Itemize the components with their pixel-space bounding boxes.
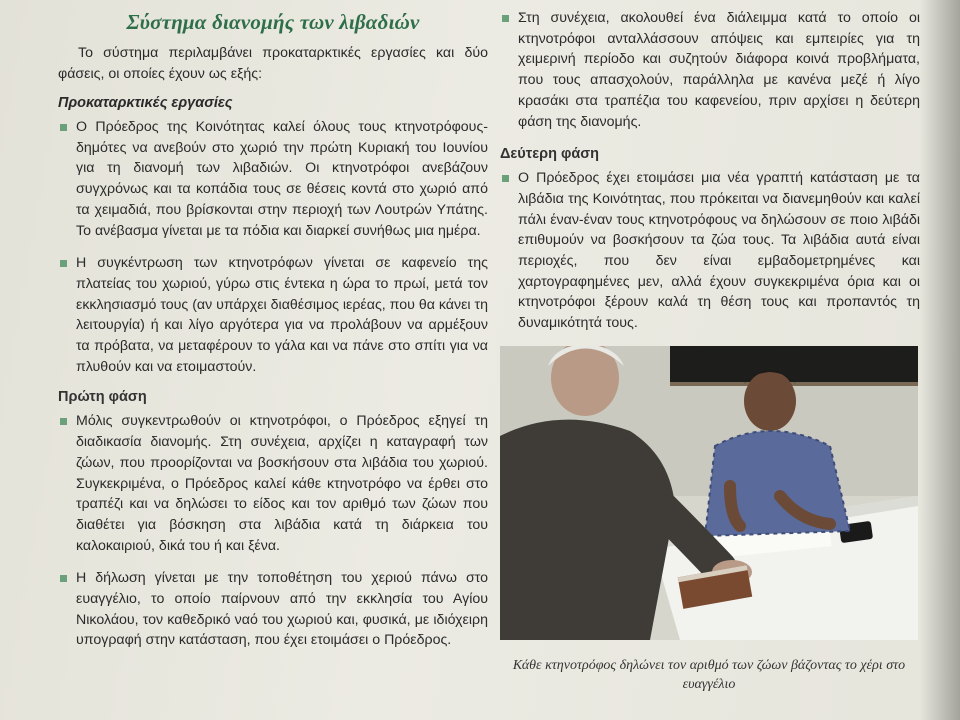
paragraph-phase2: [500, 168, 920, 334]
heading-phase-2: Δεύτερη φάση: [500, 146, 600, 163]
paragraph-continuation: [500, 8, 920, 132]
photo-declaration: [500, 346, 918, 640]
paragraph-text: Ο Πρόεδρος έχει ετοιμάσει μια νέα γραπτή κατάσταση με τα λιβάδια της Κοινότητας, που πρόκειται να διανεμηθούν και καλεί πάλι έναν-έναν τους κτηνοτρόφους να δηλώσουν σε ποιο λιβάδι επιθυμούν να βοσκήσουν τα ζώα τους. Τα λιβάδια αυτά είναι περιοχές, που δεν είναι εμβαδομετρημένες και χαρτογραφημένες μεν, αλλά έχουν συγκεκριμένα όρια και οι κτηνοτρόφοι ξέρουν καλά τη θέση τους και προπαντός τη δυναμικότητά τους.: [518, 170, 920, 332]
photo-illustration: [500, 346, 918, 640]
bullet-square-icon: [60, 260, 67, 267]
paragraph-preliminary-1: [58, 117, 488, 241]
paragraph-text: Η δήλωση γίνεται με την τοποθέτηση του χεριού πάνω στο ευαγγέλιο, το οποίο παίρνουν από την εκκλησία του Αγίου Νικολάου, τον καθεδρικό ναό του χωριού και, φυσικά, με ιδιόχειρη υπογραφή στην κατάσταση, που έχει ετοιμάσει ο Πρόεδρος.: [76, 570, 488, 649]
bullet-square-icon: [60, 418, 67, 425]
section-title: Σύστημα διανομής των λιβαδιών: [126, 10, 420, 34]
paragraph-phase1-1: [58, 411, 488, 556]
bullet-square-icon: [60, 124, 67, 131]
paragraph-text: Στη συνέχεια, ακολουθεί ένα διάλειμμα κατά το οποίο οι κτηνοτρόφοι ανταλλάσσουν απόψεις και εμπειρίες για τη χειμερινή περίοδο και συζητούν διάφορα κοινά προβλήματα, που τους απασχολούν, παράλληλα με κανένα μεζέ ή λίγο κρασάκι στα τραπέζια του καφενείου, πριν αρχίσει η δεύτερη φάση της διανομής.: [518, 10, 920, 130]
photo-caption: Κάθε κτηνοτρόφος δηλώνει τον αριθμό των ζώων βάζοντας το χέρι στο ευαγγέλιο: [512, 658, 906, 692]
heading-preliminary: Προκαταρκτικές εργασίες: [58, 95, 233, 111]
left-column: [58, 0, 488, 663]
bullet-square-icon: [502, 175, 509, 182]
bullet-square-icon: [502, 15, 509, 22]
paragraph-preliminary-2: [58, 253, 488, 377]
paragraph-text: Ο Πρόεδρος της Κοινότητας καλεί όλους τους κτηνοτρόφους-δημότες να ανεβούν στο χωριό την πρώτη Κυριακή του Ιουνίου για τη διανομή των λιβαδιών. Οι κτηνοτρόφοι ανεβάζουν συγχρόνως και τα κοπάδια τους σε θέσεις κοντά στο χωριό από τα χειμαδιά, που βρίσκονται στην περιοχή των Λουτρών Υπάτης. Το ανέβασμα γίνεται με τα πόδια και διαρκεί συνήθως μια ημέρα.: [76, 119, 488, 239]
right-column: [500, 0, 920, 346]
bullet-square-icon: [60, 575, 67, 582]
paragraph-text: Η συγκέντρωση των κτηνοτρόφων γίνεται σε καφενείο της πλατείας του χωριού, γύρω στις έντεκα η ώρα το πρωί, μετά τον εκκλησιασμό τους (αν υπάρχει διαθέσιμος ιερέας, που θα κάνει τη λειτουργία) ή και λίγο αργότερα για να προλάβουν να αρμέξουν τα πρόβατα, να μεταφέρουν το γάλα και να πάνε στο σπίτι για να πλυθούν και να ετοιμαστούν.: [76, 255, 489, 375]
intro-paragraph: Το σύστημα περιλαμβάνει προκαταρκτικές εργασίες και δύο φάσεις, οι οποίες έχουν ως εξής:: [58, 45, 488, 82]
heading-phase-1: Πρώτη φάση: [58, 389, 147, 406]
page-edge-shadow: [920, 0, 960, 720]
paragraph-phase1-2: [58, 568, 488, 651]
paragraph-text: Μόλις συγκεντρωθούν οι κτηνοτρόφοι, ο Πρόεδρος εξηγεί τη διαδικασία διανομής. Στη συνέχεια, αρχίζει η καταγραφή των ζώων, που προορίζονται να βοσκήσουν στα λιβάδια του χωριού. Συγκεκριμένα, ο Πρόεδρος καλεί κάθε κτηνοτρόφο να έρθει στο τραπέζι και να δηλώσει το είδος και τον αριθμό των ζώων που διαθέτει για βόσκηση στα λιβάδια κατά τη διάρκεια του καλοκαιριού, δικά του ή και ξένα.: [76, 413, 488, 554]
